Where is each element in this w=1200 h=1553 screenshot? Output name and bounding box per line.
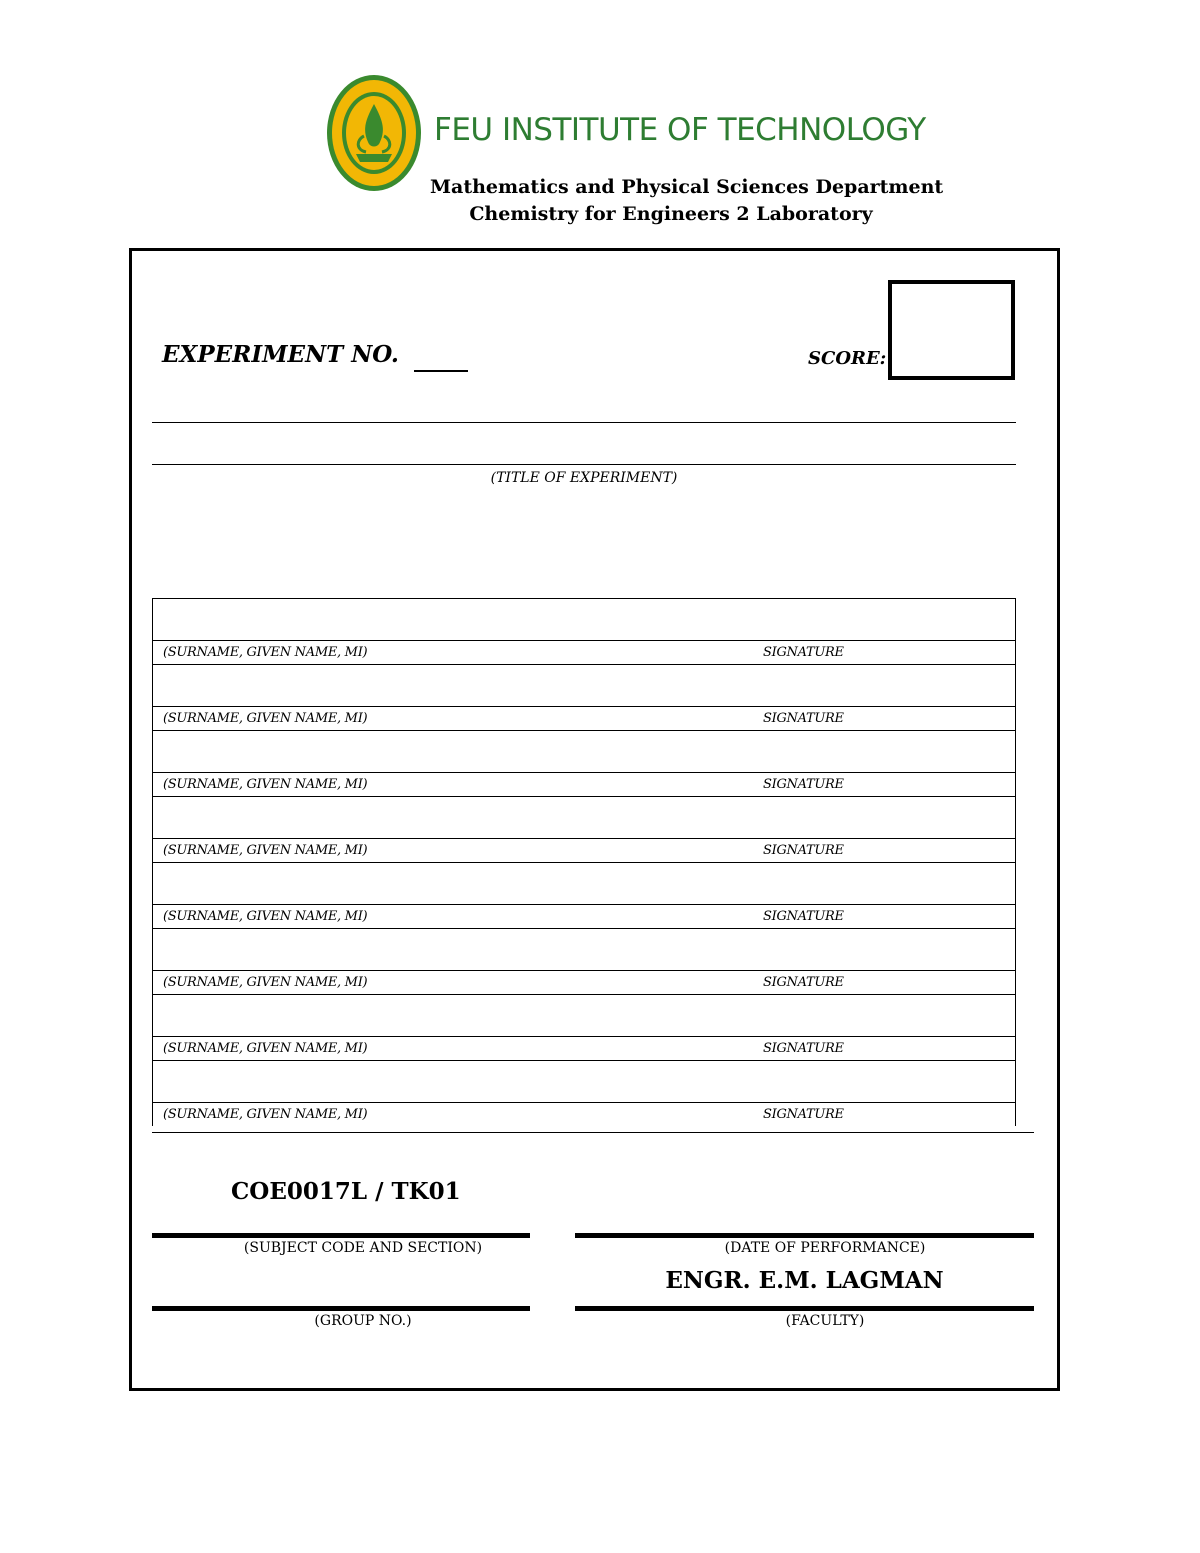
date-caption: (DATE OF PERFORMANCE) — [724, 1240, 926, 1256]
subject-code-line[interactable] — [152, 1233, 530, 1238]
title-line-2[interactable] — [152, 464, 1016, 465]
name-caption: (SURNAME, GIVEN NAME, MI) — [163, 843, 368, 858]
faculty-line[interactable] — [575, 1306, 1034, 1311]
row-separator — [153, 838, 1015, 839]
member-row[interactable] — [152, 1060, 1016, 1126]
name-caption: (SURNAME, GIVEN NAME, MI) — [163, 1107, 368, 1122]
row-separator — [153, 772, 1015, 773]
signature-caption: SIGNATURE — [763, 909, 844, 924]
signature-caption: SIGNATURE — [763, 843, 844, 858]
subject-code-caption: (SUBJECT CODE AND SECTION) — [243, 1240, 483, 1256]
signature-caption: SIGNATURE — [763, 645, 844, 660]
date-line[interactable] — [575, 1233, 1034, 1238]
subject-code-value: COE0017L / TK01 — [231, 1178, 461, 1205]
title-line-1[interactable] — [152, 422, 1016, 423]
signature-caption: SIGNATURE — [763, 777, 844, 792]
score-label: SCORE: — [808, 348, 887, 369]
signature-caption: SIGNATURE — [763, 1041, 844, 1056]
members-table-bottom-border — [152, 1132, 1034, 1133]
member-row[interactable] — [152, 796, 1016, 862]
member-row[interactable] — [152, 598, 1016, 664]
name-caption: (SURNAME, GIVEN NAME, MI) — [163, 711, 368, 726]
faculty-caption: (FACULTY) — [785, 1313, 865, 1329]
member-row[interactable] — [152, 664, 1016, 730]
signature-caption: SIGNATURE — [763, 711, 844, 726]
member-row[interactable] — [152, 862, 1016, 928]
experiment-number-field[interactable] — [414, 370, 468, 372]
experiment-number-label: EXPERIMENT NO. — [162, 341, 399, 368]
row-separator — [153, 640, 1015, 641]
member-row[interactable] — [152, 994, 1016, 1060]
group-number-caption: (GROUP NO.) — [314, 1313, 412, 1329]
member-row[interactable] — [152, 928, 1016, 994]
title-caption: (TITLE OF EXPERIMENT) — [490, 470, 678, 486]
signature-caption: SIGNATURE — [763, 1107, 844, 1122]
course-name: Chemistry for Engineers 2 Laboratory — [469, 203, 873, 225]
row-separator — [153, 1036, 1015, 1037]
name-caption: (SURNAME, GIVEN NAME, MI) — [163, 1041, 368, 1056]
name-caption: (SURNAME, GIVEN NAME, MI) — [163, 975, 368, 990]
institution-name: FEU INSTITUTE OF TECHNOLOGY — [434, 112, 926, 148]
score-box[interactable] — [888, 280, 1015, 380]
members-table — [152, 598, 1016, 1126]
member-row[interactable] — [152, 730, 1016, 796]
name-caption: (SURNAME, GIVEN NAME, MI) — [163, 645, 368, 660]
row-separator — [153, 970, 1015, 971]
row-separator — [153, 904, 1015, 905]
department-name: Mathematics and Physical Sciences Department — [430, 176, 944, 198]
faculty-name-value: ENGR. E.M. LAGMAN — [665, 1267, 944, 1294]
name-caption: (SURNAME, GIVEN NAME, MI) — [163, 909, 368, 924]
feu-seal-logo — [326, 74, 422, 192]
row-separator — [153, 706, 1015, 707]
name-caption: (SURNAME, GIVEN NAME, MI) — [163, 777, 368, 792]
group-number-line[interactable] — [152, 1306, 530, 1311]
row-separator — [153, 1102, 1015, 1103]
signature-caption: SIGNATURE — [763, 975, 844, 990]
